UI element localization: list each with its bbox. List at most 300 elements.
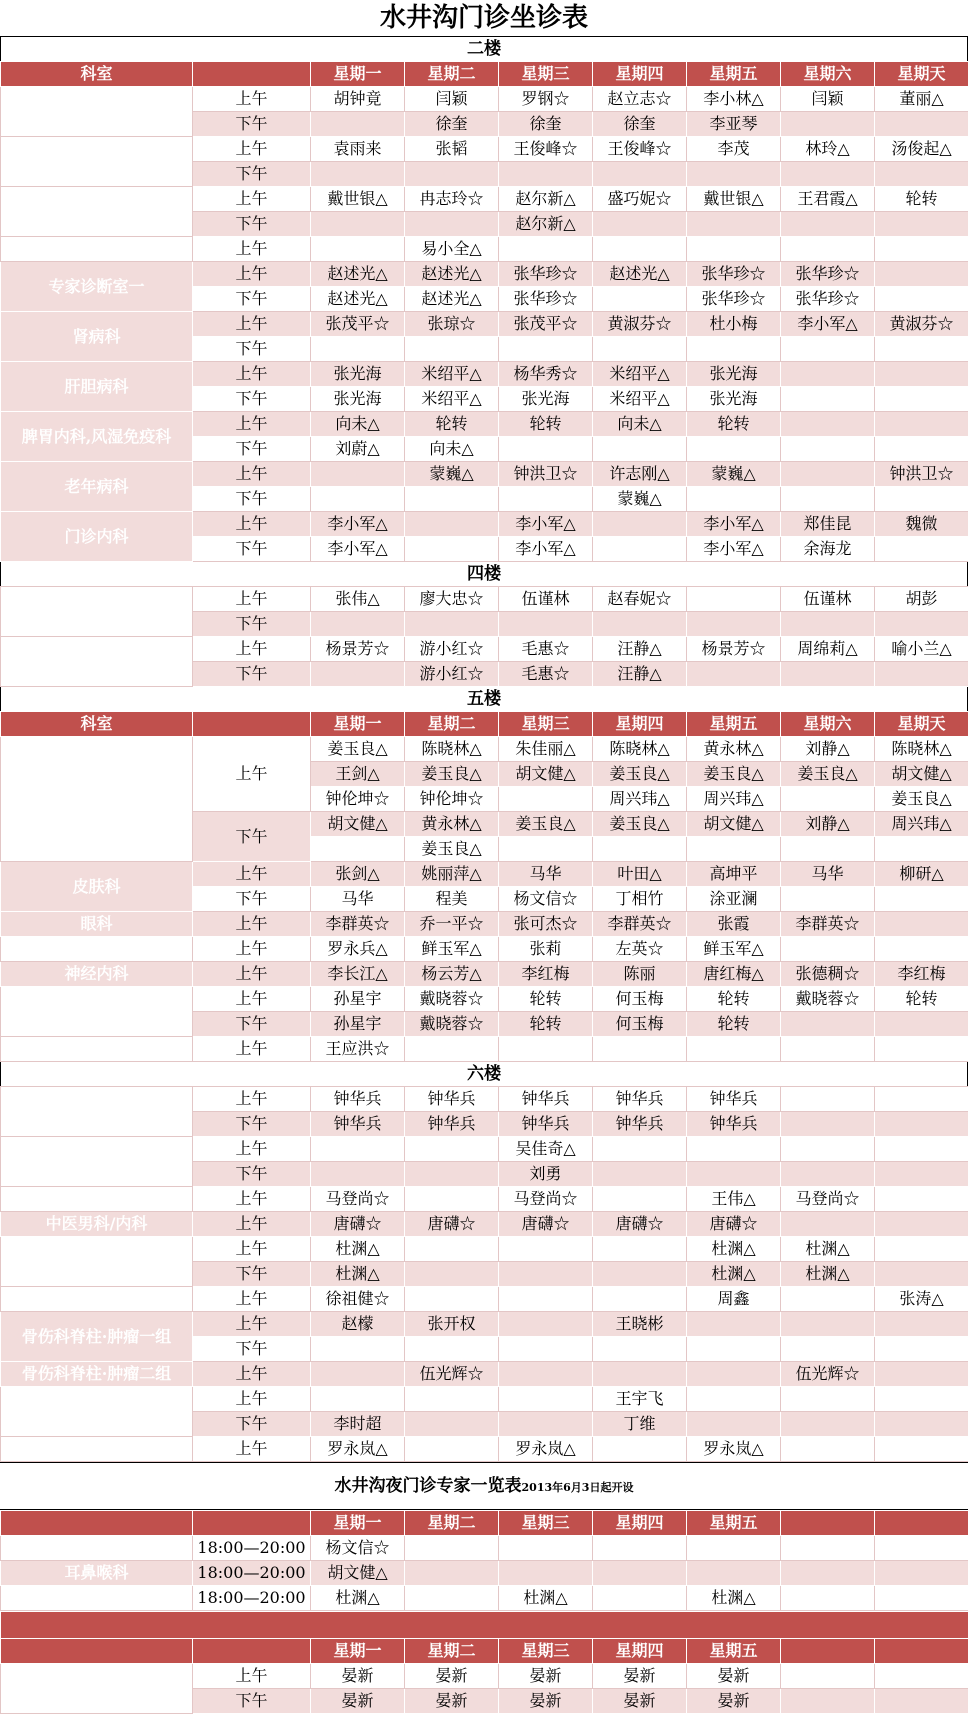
day-header: 星期五 — [687, 712, 781, 737]
day-header: 星期二 — [405, 1511, 499, 1536]
doctor-cell: 姜玉良△ — [405, 762, 499, 787]
doctor-cell: 马登尚☆ — [499, 1187, 593, 1212]
doctor-cell: 胡彭 — [875, 587, 968, 612]
doctor-cell: 黄淑芬☆ — [593, 312, 687, 337]
doctor-cell: 轮转 — [499, 412, 593, 437]
doctor-cell: 张伟△ — [311, 587, 405, 612]
day-header: 星期一 — [311, 1639, 405, 1664]
doctor-cell — [593, 612, 687, 637]
doctor-cell: 许志刚△ — [593, 462, 687, 487]
doctor-cell — [499, 1037, 593, 1062]
dept-name: 心血管内科 — [1, 87, 193, 137]
doctor-cell — [311, 662, 405, 687]
doctor-cell: 钟华兵 — [687, 1087, 781, 1112]
day-header: 星期一 — [311, 62, 405, 87]
doctor-cell — [875, 1362, 968, 1387]
doctor-cell: 罗永岚△ — [311, 1437, 405, 1462]
session-label: 上午 — [193, 1087, 311, 1112]
doctor-cell — [781, 937, 875, 962]
doctor-cell: 盛巧妮☆ — [593, 187, 687, 212]
night-row — [1, 1561, 968, 1586]
schedule-row — [1, 187, 968, 212]
doctor-cell: 余海龙 — [781, 537, 875, 562]
day-header — [875, 1639, 968, 1664]
dept-header: 科室 — [1, 712, 193, 737]
doctor-cell — [781, 162, 875, 187]
floor-label: 四楼 — [0, 562, 968, 586]
doctor-cell — [781, 1412, 875, 1437]
session-label: 下午 — [193, 1112, 311, 1137]
doctor-cell: 钟华兵 — [499, 1112, 593, 1137]
doctor-cell: 轮转 — [687, 987, 781, 1012]
doctor-cell — [405, 1536, 499, 1561]
main-schedule — [0, 37, 968, 1462]
doctor-cell — [875, 612, 968, 637]
night-note: 2013年6月3日起开设 — [522, 1481, 634, 1494]
doctor-cell — [593, 537, 687, 562]
session-label: 上午 — [193, 462, 311, 487]
session-label: 上午 — [193, 912, 311, 937]
doctor-cell — [499, 1337, 593, 1362]
doctor-cell: 王俊峰☆ — [593, 137, 687, 162]
doctor-cell — [875, 1262, 968, 1287]
doctor-cell: 向未△ — [405, 437, 499, 462]
doctor-cell — [499, 1362, 593, 1387]
day-header: 星期三 — [499, 62, 593, 87]
schedule-row — [1, 1212, 968, 1237]
doctor-cell — [593, 1037, 687, 1062]
session-label: 上午 — [193, 512, 311, 537]
doctor-cell — [875, 1237, 968, 1262]
doctor-cell — [593, 437, 687, 462]
doctor-cell: 黄永林△ — [405, 812, 499, 837]
doctor-cell: 姜玉良△ — [405, 837, 499, 862]
doctor-cell: 钟华兵 — [311, 1112, 405, 1137]
doctor-cell: 闫颖 — [405, 87, 499, 112]
doctor-cell: 李小军△ — [499, 512, 593, 537]
doctor-cell: 马华 — [311, 887, 405, 912]
doctor-cell — [687, 587, 781, 612]
doctor-cell: 杜渊△ — [781, 1262, 875, 1287]
doctor-cell — [311, 337, 405, 362]
doctor-cell: 杜渊△ — [499, 1586, 593, 1611]
doctor-cell — [781, 1337, 875, 1362]
doctor-cell — [687, 212, 781, 237]
doctor-cell — [781, 1689, 875, 1714]
doctor-cell: 易小全△ — [405, 237, 499, 262]
doctor-cell: 晏新 — [311, 1689, 405, 1714]
doctor-cell: 晏新 — [687, 1689, 781, 1714]
doctor-cell — [593, 1586, 687, 1611]
doctor-cell: 张剑△ — [311, 862, 405, 887]
night-title-text: 水井沟夜门诊专家一览表 — [335, 1476, 522, 1496]
doctor-cell: 朱佳丽△ — [499, 737, 593, 762]
dept-name: 呼吸内科 — [1, 137, 193, 187]
doctor-cell — [405, 487, 499, 512]
schedule-row — [1, 737, 968, 762]
schedule-row — [1, 237, 968, 262]
doctor-cell — [875, 1312, 968, 1337]
doctor-cell: 米绍平△ — [405, 387, 499, 412]
doctor-cell: 张华珍☆ — [781, 287, 875, 312]
day-header: 星期四 — [593, 1511, 687, 1536]
session-label: 上午 — [193, 312, 311, 337]
doctor-cell — [311, 1362, 405, 1387]
dept-name: 便民门诊 — [1, 1664, 193, 1714]
session-label: 上午 — [193, 362, 311, 387]
dept-name: 血管乳腺甲状腺外科 — [1, 237, 193, 262]
schedule-row — [1, 1087, 968, 1112]
night-header-row — [1, 1511, 968, 1536]
doctor-cell: 马登尚☆ — [781, 1187, 875, 1212]
dept-name: 中医男科/内科 — [1, 1212, 193, 1237]
doctor-cell: 周兴玮△ — [875, 812, 968, 837]
doctor-cell: 胡钟竟 — [311, 87, 405, 112]
doctor-cell — [781, 1037, 875, 1062]
session-label: 上午 — [193, 987, 311, 1012]
doctor-cell: 伍谨林 — [499, 587, 593, 612]
doctor-cell: 李群英☆ — [781, 912, 875, 937]
schedule-row — [1, 1387, 968, 1412]
doctor-cell: 杜渊△ — [687, 1262, 781, 1287]
doctor-cell — [593, 1362, 687, 1387]
day-header: 星期三 — [499, 712, 593, 737]
doctor-cell: 轮转 — [499, 987, 593, 1012]
schedule-row — [1, 87, 968, 112]
dept-name: 肿瘤·血液病科 — [1, 587, 193, 637]
dept-name: 泌尿外科 — [1, 1037, 193, 1062]
doctor-cell — [311, 212, 405, 237]
session-label: 上午 — [193, 262, 311, 287]
day-header: 星期二 — [405, 1639, 499, 1664]
doctor-cell — [499, 1262, 593, 1287]
doctor-cell: 王晓彬 — [593, 1312, 687, 1337]
doctor-cell — [593, 337, 687, 362]
session-label: 下午 — [193, 1689, 311, 1714]
doctor-cell: 钟华兵 — [593, 1112, 687, 1137]
doctor-cell — [311, 162, 405, 187]
session-label: 上午 — [193, 1187, 311, 1212]
doctor-cell — [781, 1536, 875, 1561]
day-header — [781, 1511, 875, 1536]
doctor-cell — [405, 1387, 499, 1412]
doctor-cell: 杜渊△ — [687, 1237, 781, 1262]
doctor-cell — [875, 937, 968, 962]
doctor-cell: 张开权 — [405, 1312, 499, 1337]
doctor-cell — [875, 1664, 968, 1689]
schedule-row — [1, 962, 968, 987]
doctor-cell — [875, 1012, 968, 1037]
doctor-cell — [593, 1237, 687, 1262]
convenience-table — [0, 1611, 968, 1714]
doctor-cell: 王应洪☆ — [311, 1037, 405, 1062]
doctor-cell — [781, 787, 875, 812]
doctor-cell: 徐奎 — [593, 112, 687, 137]
schedule-row — [1, 1437, 968, 1462]
doctor-cell — [499, 1387, 593, 1412]
doctor-cell: 姜玉良△ — [687, 762, 781, 787]
doctor-cell — [311, 487, 405, 512]
dept-name: 专家诊断室一 — [1, 262, 193, 312]
doctor-cell: 李小军△ — [311, 512, 405, 537]
doctor-cell — [593, 1561, 687, 1586]
doctor-cell: 轮转 — [687, 412, 781, 437]
doctor-cell: 杜小梅 — [687, 312, 781, 337]
doctor-cell — [593, 212, 687, 237]
dept-name: 推拿科 — [1, 1087, 193, 1137]
dept-name: 中医特色儿科 — [1, 1237, 193, 1287]
schedule-row — [1, 1037, 968, 1062]
doctor-cell: 郑佳昆 — [781, 512, 875, 537]
session-label: 上午 — [193, 412, 311, 437]
day-header: 星期四 — [593, 712, 687, 737]
doctor-cell — [499, 1287, 593, 1312]
day-header — [781, 1639, 875, 1664]
doctor-cell — [875, 237, 968, 262]
blank-cell — [875, 1586, 968, 1611]
doctor-cell — [311, 112, 405, 137]
doctor-cell — [593, 837, 687, 862]
doctor-cell: 游小红☆ — [405, 637, 499, 662]
doctor-cell: 轮转 — [875, 187, 968, 212]
doctor-cell: 王伟△ — [687, 1187, 781, 1212]
session-label: 下午 — [193, 287, 311, 312]
doctor-cell: 闫颖 — [781, 87, 875, 112]
session-label: 下午 — [193, 337, 311, 362]
session-label: 上午 — [193, 187, 311, 212]
header-row — [1, 62, 968, 87]
session-label: 上午 — [193, 587, 311, 612]
doctor-cell: 杨华秀☆ — [499, 362, 593, 387]
doctor-cell: 张华珍☆ — [499, 287, 593, 312]
floor-table — [0, 586, 968, 687]
doctor-cell — [405, 612, 499, 637]
doctor-cell: 刘静△ — [781, 737, 875, 762]
convenience-row — [1, 1664, 968, 1689]
doctor-cell: 张可杰☆ — [499, 912, 593, 937]
doctor-cell: 李小军△ — [687, 512, 781, 537]
doctor-cell — [781, 1561, 875, 1586]
doctor-cell: 廖大忠☆ — [405, 587, 499, 612]
doctor-cell: 柳研△ — [875, 862, 968, 887]
doctor-cell — [781, 837, 875, 862]
doctor-cell: 晏新 — [405, 1664, 499, 1689]
doctor-cell — [687, 1312, 781, 1337]
schedule-row — [1, 937, 968, 962]
doctor-cell: 黄永林△ — [687, 737, 781, 762]
session-label: 下午 — [193, 662, 311, 687]
doctor-cell: 吴佳奇△ — [499, 1137, 593, 1162]
doctor-cell: 徐祖健☆ — [311, 1287, 405, 1312]
schedule-row — [1, 137, 968, 162]
doctor-cell — [781, 112, 875, 137]
doctor-cell — [405, 1262, 499, 1287]
doctor-cell — [875, 1412, 968, 1437]
doctor-cell — [781, 212, 875, 237]
doctor-cell — [405, 1137, 499, 1162]
schedule-row — [1, 312, 968, 337]
dept-name: 皮肤科 — [1, 862, 193, 912]
doctor-cell — [499, 337, 593, 362]
doctor-cell: 张琼☆ — [405, 312, 499, 337]
floor-label: 二楼 — [0, 37, 968, 61]
doctor-cell: 张韬 — [405, 137, 499, 162]
doctor-cell — [781, 1087, 875, 1112]
doctor-cell: 张霞 — [687, 912, 781, 937]
doctor-cell — [781, 462, 875, 487]
spacer-row — [1, 1612, 968, 1639]
doctor-cell — [781, 237, 875, 262]
doctor-cell: 孙星宇 — [311, 987, 405, 1012]
session-label: 上午 — [193, 1212, 311, 1237]
doctor-cell — [687, 1162, 781, 1187]
convenience-header-row — [1, 1639, 968, 1664]
doctor-cell: 钟洪卫☆ — [499, 462, 593, 487]
doctor-cell — [781, 1387, 875, 1412]
session-label: 下午 — [193, 887, 311, 912]
doctor-cell — [499, 1561, 593, 1586]
session-label: 上午 — [193, 1387, 311, 1412]
dept-name: 耳鼻喉科 — [1, 737, 193, 862]
doctor-cell — [499, 437, 593, 462]
doctor-cell: 张光海 — [499, 387, 593, 412]
doctor-cell: 唐礴☆ — [499, 1212, 593, 1237]
doctor-cell: 张光海 — [311, 362, 405, 387]
doctor-cell: 刘静△ — [781, 812, 875, 837]
doctor-cell: 程美 — [405, 887, 499, 912]
doctor-cell: 钟华兵 — [593, 1087, 687, 1112]
doctor-cell: 晏新 — [593, 1689, 687, 1714]
doctor-cell — [781, 887, 875, 912]
doctor-cell — [875, 1037, 968, 1062]
doctor-cell — [875, 1212, 968, 1237]
doctor-cell: 马华 — [499, 862, 593, 887]
session-label: 下午 — [193, 387, 311, 412]
doctor-cell: 王剑△ — [311, 762, 405, 787]
doctor-cell: 赵述光△ — [593, 262, 687, 287]
doctor-cell — [781, 662, 875, 687]
dept-name: 综合内科 — [1, 937, 193, 962]
doctor-cell: 何玉梅 — [593, 987, 687, 1012]
dept-name: 肝胆病科 — [1, 362, 193, 412]
day-header: 星期一 — [311, 1511, 405, 1536]
doctor-cell: 赵尔新△ — [499, 212, 593, 237]
doctor-cell — [593, 1137, 687, 1162]
doctor-cell: 唐礴☆ — [311, 1212, 405, 1237]
doctor-cell: 李小林△ — [687, 87, 781, 112]
doctor-cell: 唐礴☆ — [687, 1212, 781, 1237]
doctor-cell — [405, 212, 499, 237]
doctor-cell: 晏新 — [687, 1664, 781, 1689]
doctor-cell: 罗永兵△ — [311, 937, 405, 962]
session-label: 上午 — [193, 1312, 311, 1337]
doctor-cell — [499, 837, 593, 862]
doctor-cell: 张光海 — [311, 387, 405, 412]
doctor-cell: 赵春妮☆ — [593, 587, 687, 612]
doctor-cell: 乔一平☆ — [405, 912, 499, 937]
doctor-cell — [687, 487, 781, 512]
doctor-cell: 徐奎 — [499, 112, 593, 137]
doctor-cell: 李亚琴 — [687, 112, 781, 137]
doctor-cell: 钟洪卫☆ — [875, 462, 968, 487]
doctor-cell: 张华珍☆ — [687, 287, 781, 312]
doctor-cell: 胡文健△ — [311, 812, 405, 837]
doctor-cell — [875, 362, 968, 387]
doctor-cell — [687, 1387, 781, 1412]
session-label: 下午 — [193, 1412, 311, 1437]
session-label: 上午 — [193, 1664, 311, 1689]
schedule-row — [1, 1287, 968, 1312]
doctor-cell: 轮转 — [875, 987, 968, 1012]
doctor-cell: 周绵莉△ — [781, 637, 875, 662]
doctor-cell: 姜玉良△ — [593, 812, 687, 837]
doctor-cell — [405, 512, 499, 537]
doctor-cell: 董丽△ — [875, 87, 968, 112]
doctor-cell: 唐红梅△ — [687, 962, 781, 987]
doctor-cell — [499, 237, 593, 262]
doctor-cell: 杜渊△ — [311, 1262, 405, 1287]
day-header: 星期天 — [875, 62, 968, 87]
doctor-cell: 赵尔新△ — [499, 187, 593, 212]
day-header: 星期二 — [405, 712, 499, 737]
doctor-cell: 钟伦坤☆ — [311, 787, 405, 812]
session-label: 上午 — [193, 237, 311, 262]
session-label: 上午 — [193, 1362, 311, 1387]
doctor-cell — [311, 237, 405, 262]
doctor-cell: 晏新 — [593, 1664, 687, 1689]
doctor-cell: 姜玉良△ — [875, 787, 968, 812]
schedule-row — [1, 912, 968, 937]
doctor-cell: 杨文信☆ — [311, 1536, 405, 1561]
session-label: 下午 — [193, 212, 311, 237]
doctor-cell: 赵述光△ — [311, 287, 405, 312]
session-label: 上午 — [193, 1237, 311, 1262]
session-label: 上午 — [193, 1287, 311, 1312]
doctor-cell — [405, 1287, 499, 1312]
doctor-cell — [593, 1187, 687, 1212]
floor-table — [0, 1086, 968, 1462]
time-header — [193, 712, 311, 737]
day-header: 星期六 — [781, 712, 875, 737]
doctor-cell — [405, 1187, 499, 1212]
doctor-cell — [687, 1337, 781, 1362]
session-label: 下午 — [193, 487, 311, 512]
doctor-cell — [781, 1586, 875, 1611]
dept-name: 产科 — [1, 637, 193, 687]
doctor-cell: 罗钢☆ — [499, 87, 593, 112]
doctor-cell: 毛惠☆ — [499, 662, 593, 687]
doctor-cell — [311, 462, 405, 487]
dept-name: 神经内科 — [1, 962, 193, 987]
blank-cell — [875, 1561, 968, 1586]
doctor-cell: 陈晓林△ — [875, 737, 968, 762]
doctor-cell: 孙星宇 — [311, 1012, 405, 1037]
schedule-row — [1, 987, 968, 1012]
doctor-cell: 李长江△ — [311, 962, 405, 987]
doctor-cell — [781, 1162, 875, 1187]
night-hours: 18:00—20:00 — [193, 1536, 311, 1561]
night-row — [1, 1586, 968, 1611]
session-label: 下午 — [193, 812, 311, 862]
blank-cell — [1, 1511, 193, 1536]
doctor-cell — [875, 212, 968, 237]
doctor-cell — [499, 1412, 593, 1437]
doctor-cell: 徐奎 — [405, 112, 499, 137]
doctor-cell: 钟华兵 — [499, 1087, 593, 1112]
doctor-cell — [687, 1412, 781, 1437]
doctor-cell — [593, 162, 687, 187]
doctor-cell — [499, 162, 593, 187]
